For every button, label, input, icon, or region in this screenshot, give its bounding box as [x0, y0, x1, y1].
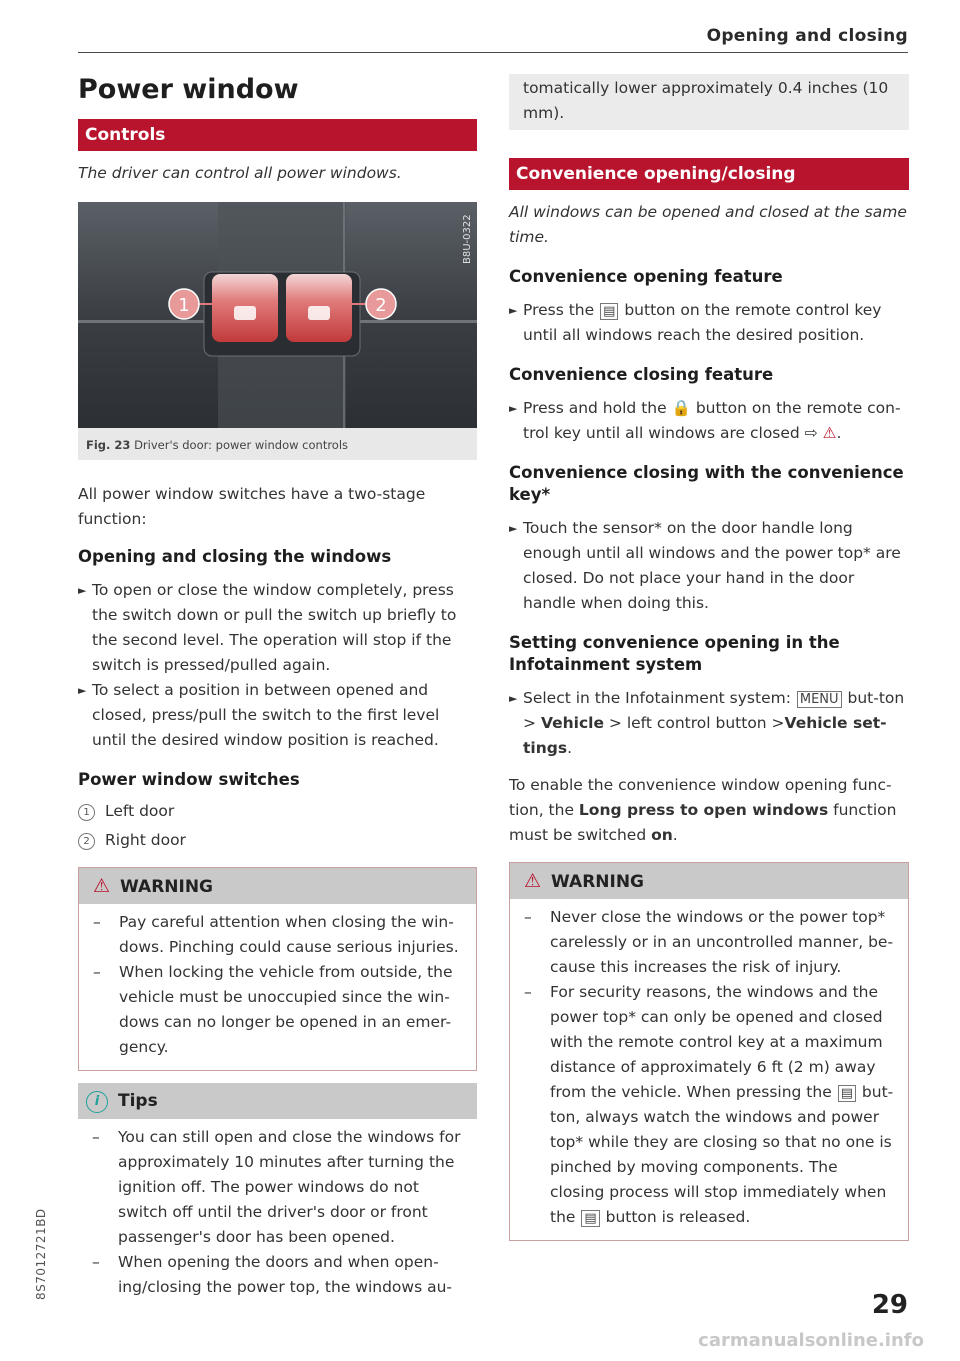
- left-column: [78, 70, 477, 1300]
- header-rule: [78, 52, 908, 53]
- warning-header: ⚠ WARNING: [79, 868, 476, 904]
- legend-item-right-door: 2 Right door: [78, 826, 477, 855]
- section-bar-controls: Controls: [78, 119, 477, 151]
- switch-legend: [78, 797, 477, 855]
- list-item: – Never close the windows or the power top* carelessly or in an uncontrolled manner, be-cause this increases the risk of injury.: [524, 908, 894, 976]
- list-item: ► Select in the Infotainment system: MENU but-ton > Vehicle > left control button >Vehicle set-tings.: [509, 686, 909, 761]
- watermark: carmanualsonline.info: [698, 1330, 924, 1351]
- list-item: – When locking the vehicle from outside, the vehicle must be unoccupied since the win-dows can no longer be opened in an emer-gency.: [93, 963, 453, 1056]
- right-column: [509, 74, 909, 1241]
- convenience-key-bullets: [509, 516, 909, 616]
- list-item: ► Press the ▤ button on the remote control key until all windows reach the desired position.: [509, 298, 909, 348]
- bullet-arrow-icon: ►: [509, 692, 518, 705]
- continued-tips-text: tomatically lower approximately 0.4 inches (10 mm).: [509, 74, 909, 130]
- enable-paragraph: To enable the convenience window opening func-tion, the Long press to open windows function must be switched on.: [509, 776, 897, 844]
- warning-list: [510, 899, 908, 1240]
- bullet-arrow-icon: ►: [78, 684, 87, 697]
- page-number: 29: [871, 1290, 908, 1320]
- warning-triangle-icon: ⚠: [822, 424, 837, 442]
- two-stage-paragraph: All power window switches have a two-stage function:: [78, 485, 426, 528]
- heading-opening-closing: Opening and closing the windows: [78, 547, 392, 566]
- circle-number-icon: 1: [78, 804, 95, 821]
- menu-key-label: MENU: [797, 691, 842, 708]
- power-window-switch-image: [78, 202, 477, 428]
- bullet-arrow-icon: ►: [78, 584, 87, 597]
- list-item: ► To select a position in between opened and closed, press/pull the switch to the first level until the desired window position is reached.: [78, 678, 477, 753]
- list-item: ► Press and hold the 🔒 button on the remote con-trol key until all windows are closed ⇨ ⚠.: [509, 396, 909, 446]
- list-item: – You can still open and close the windows for approximately 10 minutes after turning the ignition off. The power windows do not switch off until the driver's door or front passenger's door has been opened.: [92, 1128, 461, 1246]
- setting-bullets: [509, 686, 909, 761]
- legend-item-left-door: 1 Left door: [78, 797, 477, 826]
- figure-caption-text: Driver's door: power window controls: [134, 438, 349, 452]
- callout-2-label: 2: [375, 295, 387, 316]
- unlock-key-icon: ▤: [838, 1085, 856, 1102]
- heading-convenience-opening: Convenience opening feature: [509, 267, 783, 286]
- convenience-opening-bullets: [509, 298, 909, 348]
- figure-23: [78, 202, 477, 460]
- convenience-closing-bullets: [509, 396, 909, 446]
- list-item: ► Touch the sensor* on the door handle long enough until all windows and the power top* are closed. Do not place your hand in the door handle when doing this.: [509, 516, 909, 616]
- warning-triangle-icon: ⚠: [93, 875, 111, 897]
- heading-infotainment-setting: Setting convenience opening in the Infotainment system: [509, 633, 840, 674]
- page-title: Power window: [78, 74, 299, 105]
- tips-list: [78, 1119, 477, 1300]
- circle-number-icon: 2: [78, 833, 95, 850]
- bullet-arrow-icon: ►: [509, 304, 518, 317]
- tips-box: [78, 1083, 477, 1300]
- heading-switches: Power window switches: [78, 770, 300, 789]
- list-item: – For security reasons, the windows and the power top* can only be opened and closed with the remote control key at a maximum distance of approximately 6 ft (2 m) away from the vehicle. When pressing the ▤ but-ton, always watch the windows and power top* while they are closing so that no one is pinched by moving components. The closing process will stop immediately when the ▤ button is released.: [524, 983, 894, 1226]
- heading-convenience-key: Convenience closing with the convenience key*: [509, 463, 904, 504]
- callout-1-label: 1: [178, 295, 190, 316]
- tips-header: i Tips: [78, 1083, 477, 1119]
- heading-convenience-closing: Convenience closing feature: [509, 365, 774, 384]
- list-item: – Pay careful attention when closing the win-dows. Pinching could cause serious injuries.: [93, 913, 459, 956]
- unlock-key-icon: ▤: [581, 1210, 599, 1227]
- figure-caption-label: Fig. 23: [86, 438, 131, 452]
- convenience-intro: All windows can be opened and closed at the same time.: [509, 203, 907, 246]
- running-head: Opening and closing: [706, 26, 908, 46]
- bullet-arrow-icon: ►: [509, 402, 518, 415]
- figure-caption: [78, 432, 477, 460]
- intro-text: The driver can control all power windows.: [78, 164, 402, 182]
- unlock-key-icon: ▤: [600, 303, 618, 320]
- section-bar-convenience: Convenience opening/closing: [509, 158, 909, 190]
- side-document-code: 8S7012721BD: [34, 1208, 48, 1300]
- warning-box-right: [509, 862, 909, 1241]
- figure-code: B8U-0322: [462, 214, 473, 264]
- list-item: – When opening the doors and when open-ing/closing the power top, the windows au-: [92, 1253, 453, 1296]
- list-item: ► To open or close the window completely, press the switch down or pull the switch up briefly to the second level. The operation will stop if the switch is pressed/pulled again.: [78, 578, 477, 678]
- warning-header: ⚠ WARNING: [510, 863, 908, 899]
- warning-triangle-icon: ⚠: [524, 870, 542, 892]
- lock-key-icon: 🔒: [671, 399, 691, 417]
- warning-box-left: [78, 867, 477, 1071]
- warning-list: [79, 904, 476, 1070]
- bullet-arrow-icon: ►: [509, 522, 518, 535]
- info-icon: i: [86, 1091, 108, 1113]
- opening-bullets: [78, 578, 477, 753]
